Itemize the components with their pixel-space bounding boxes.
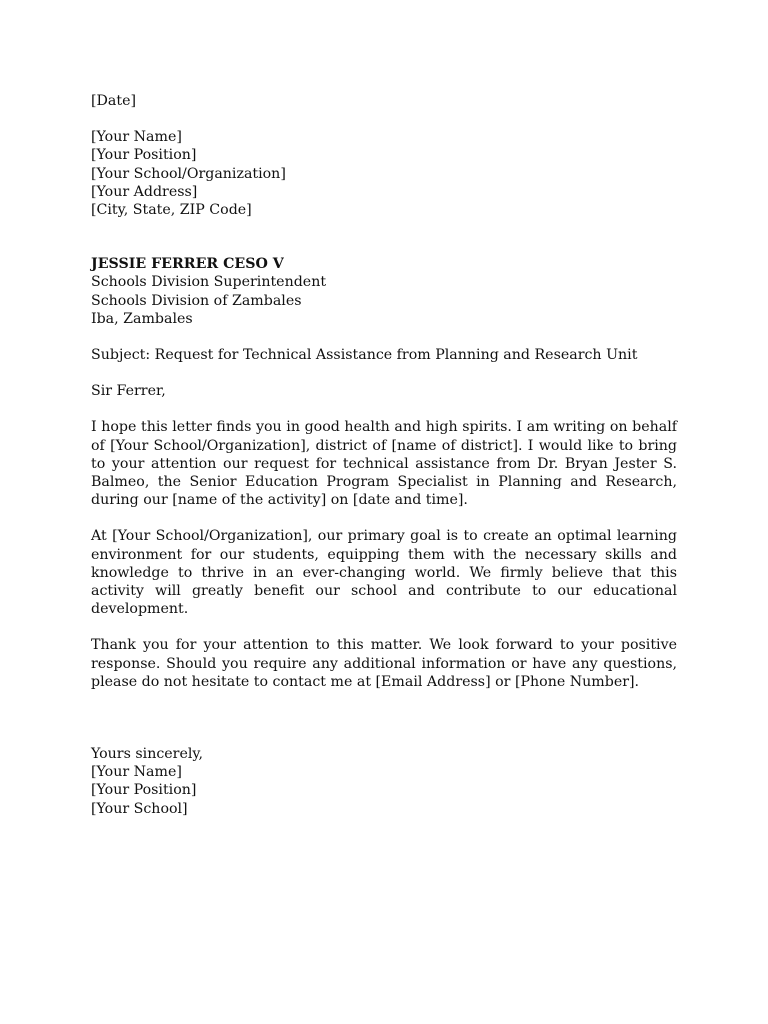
valediction: Yours sincerely, — [91, 746, 204, 763]
body-paragraph-2: At [Your School/Organization], our primary goal is to create an optimal learning environment for our students, equipping them with the necessary skills and knowledge to thrive in an ever-changing world. We firmly believe that this activity will greatly benefit our school and contribute to our educational development. — [91, 528, 677, 618]
sender-address: [Your Address] — [91, 183, 198, 200]
recipient-name: JESSIE FERRER CESO V — [91, 256, 284, 273]
recipient-title: Schools Division Superintendent — [91, 274, 327, 291]
closing-school: [Your School] — [91, 800, 188, 817]
date-line — [91, 92, 677, 110]
subject-line — [91, 346, 677, 364]
closing-block — [91, 745, 677, 818]
recipient-office: Schools Division of Zambales — [91, 292, 302, 309]
sender-position: [Your Position] — [91, 147, 197, 164]
subject: Subject: Request for Technical Assistance from Planning and Research Unit — [91, 347, 638, 364]
body-paragraph-3: Thank you for your attention to this matter. We look forward to your positive response. Should you require any additional information or have any questions, please do not hesitate to contact me at [Email Address] or [Phone Number]. — [91, 637, 677, 690]
closing-name: [Your Name] — [91, 764, 182, 781]
sender-organization: [Your School/Organization] — [91, 165, 286, 182]
salutation-line — [91, 382, 677, 400]
recipient-block — [91, 255, 677, 328]
sender-block — [91, 128, 677, 219]
sender-city-state-zip: [City, State, ZIP Code] — [91, 202, 252, 219]
closing-position: [Your Position] — [91, 782, 197, 799]
letter-page — [91, 92, 677, 818]
sender-name: [Your Name] — [91, 129, 182, 146]
salutation: Sir Ferrer, — [91, 383, 166, 400]
body-paragraph-1: I hope this letter finds you in good health and high spirits. I am writing on behalf of [Your School/Organization], district of [name of district]. I would like to bring to your attention our request for technical assistance from Dr. Bryan Jester S. Balmeo, the Senior Education Program Specialist in Planning and Research, during our [name of the activity] on [date and time]. — [91, 419, 677, 509]
recipient-location: Iba, Zambales — [91, 310, 193, 327]
date: [Date] — [91, 93, 137, 109]
